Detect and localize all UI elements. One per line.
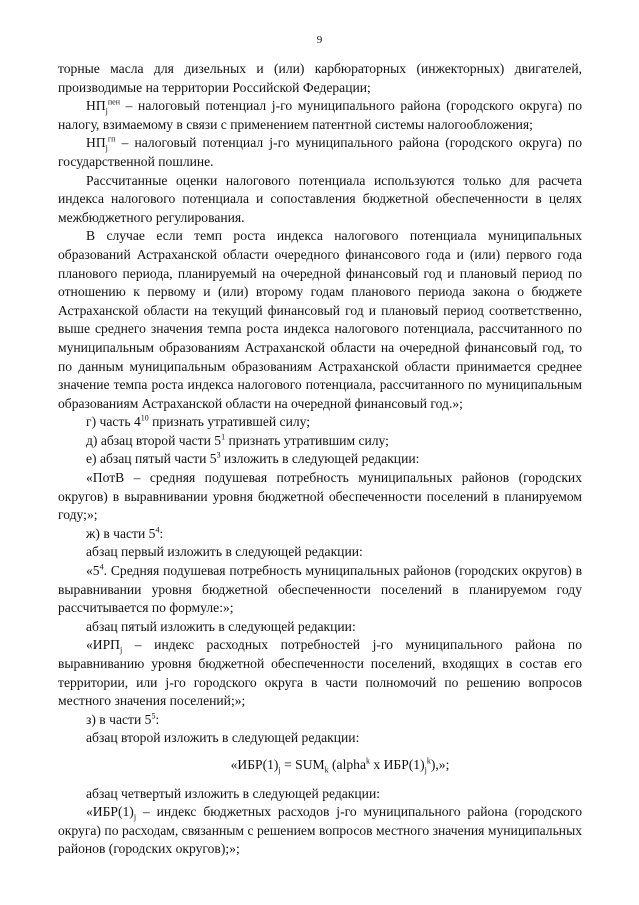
paragraph: г) часть $4^{10}$ признать утратившей силу;	[86, 413, 311, 430]
paragraph: ж) в части $5^4$:	[86, 525, 164, 541]
paragraph: торные масла для дизельных и (или) карбюраторных (инжекторных) двигателей, производимые на территории Российской Федерации;	[58, 61, 582, 95]
paragraph: «$ИРП_j$ – индекс расходных потребностей j-го муниципального района по выравниванию уровня бюджетной обеспеченности поселений, входящих в состав его территории, или j-го городского округа в части полномочий по решению вопросов местного значения поселений;»;	[58, 637, 582, 709]
paragraph: В случае если темп роста индекса налогового потенциала муниципальных образований Астраханской области очередного финансового года и (или) первого года планового периода, планируемый на очередной финансовый год и плановый период по отношению к первому и (или) второму годам планового периода закона о бюджете Астраханской области на текущий финансовый год и плановый период соответственно, выше среднего значения темпа роста индекса налогового потенциала, рассчитанного по муниципальным образованиям Астраханской области на очередной финансовый год, то по данным муниципальным образованиям Астраханской области принимается среднее значение темпа роста индекса налогового потенциала, рассчитанного по муниципальным образованиям Астраханской области на очередной финансовый год.»;	[58, 228, 582, 411]
paragraph: «$ИБР(1)_j$ – индекс бюджетных расходов j-го муниципального района (городского округа) по расходам, связанным с решением вопросов местного значения муниципальных районов (городских округов);»;	[58, 804, 582, 857]
paragraph: абзац четвертый изложить в следующей редакции:	[86, 785, 381, 801]
paragraph: $НП_j^{гп}$ – налоговый потенциал j-го муниципального района (городского округа) по государственной пошлине.	[58, 134, 582, 169]
paragraph: з) в части $5^5$:	[86, 711, 160, 727]
paragraph: абзац первый изложить в следующей редакции:	[86, 544, 363, 560]
paragraph: «ПотВ – средняя подушевая потребность муниципальных районов (городских округов) в выравнивании уровня бюджетной обеспеченности поселений в планируемом году;»;	[58, 470, 582, 523]
paragraph: е) абзац пятый части $5^3$ изложить в следующей редакции:	[86, 450, 420, 467]
paragraph: «$5^4$. Средняя подушевая потребность муниципальных районов (городских округов) в выравнивании уровня бюджетной обеспеченности поселений в планируемом году рассчитывается по формуле:»;	[58, 562, 582, 616]
paragraph: абзац пятый изложить в следующей редакции:	[86, 618, 356, 634]
paragraph: Рассчитанные оценки налогового потенциала используются только для расчета индекса налогового потенциала и сопоставления бюджетной обеспеченности в целях межбюджетного регулирования.	[58, 172, 582, 225]
document-body	[58, 60, 582, 859]
paragraph: абзац второй изложить в следующей редакции:	[86, 730, 360, 746]
formula: «$ИБР(1)_j = SUM_k$ (alpha$^k$ x $ИБР(1)_j^k$),»;	[230, 756, 450, 775]
paragraph: $НП_j^{пен}$ – налоговый потенциал j-го муниципального района (городского округа) по налогу, взимаемому в связи с применением патентной системы налогообложения;	[58, 97, 582, 132]
page-number: 9	[316, 34, 323, 46]
paragraph: д) абзац второй части $5^1$ признать утратившим силу;	[86, 432, 389, 448]
